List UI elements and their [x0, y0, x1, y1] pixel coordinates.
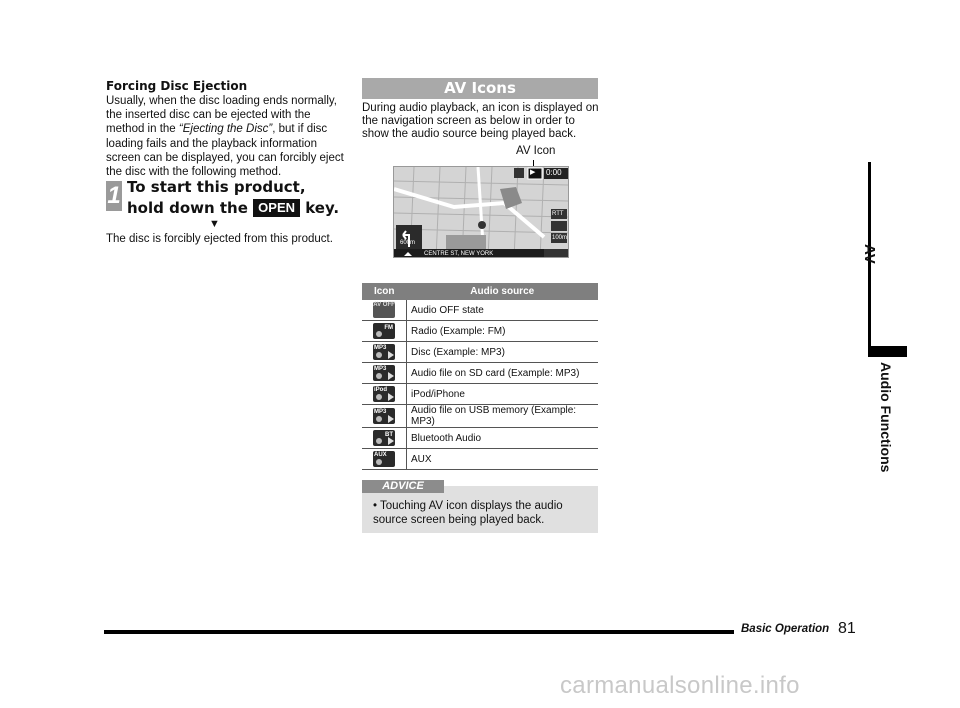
aux-icon [373, 451, 395, 467]
av-off-icon: AV OFF [373, 302, 395, 318]
table-row [362, 321, 598, 342]
audio-source: Audio OFF state [407, 300, 599, 321]
step-instruction-line2 [127, 199, 339, 217]
disc-badge: MP3 [374, 345, 387, 351]
table-row [362, 300, 598, 321]
disc-icon [373, 344, 395, 360]
step-number-badge: 1 [107, 182, 121, 209]
sd-badge: MP3 [374, 366, 387, 372]
map-turn-distance: 600m [400, 240, 416, 246]
aux-badge: AUX [374, 452, 387, 458]
map-graphic [394, 167, 569, 258]
section-title: Forcing Disc Ejection [106, 79, 248, 93]
footer-section-label: Basic Operation [741, 623, 830, 635]
map-street-name: CENTRE ST, NEW YORK [424, 251, 494, 257]
result-arrow-icon: ▼ [209, 218, 220, 230]
table-row [362, 384, 598, 405]
watermark: carmanualsonline.info [560, 672, 800, 699]
sd-card-icon [373, 365, 395, 381]
footer-rule [104, 630, 734, 634]
table-row [362, 449, 598, 470]
bluetooth-icon [373, 430, 395, 446]
radio-badge: FM [384, 325, 393, 331]
audio-source: Disc (Example: MP3) [407, 342, 599, 363]
audio-source: Bluetooth Audio [407, 428, 599, 449]
step-result: The disc is forcibly ejected from this product. [106, 233, 333, 245]
map-rtt-button: RTT [552, 211, 564, 217]
map-av-icon: ▶ [530, 169, 536, 176]
usb-badge: MP3 [374, 409, 387, 415]
table-header-icon: Icon [362, 283, 407, 300]
audio-source: AUX [407, 449, 599, 470]
audio-source: iPod/iPhone [407, 384, 599, 405]
map-clock: 0:00 [546, 168, 562, 177]
bt-badge: BT [385, 432, 393, 438]
table-header-row [362, 283, 598, 300]
step-text-pre: hold down the [127, 199, 248, 217]
body-text-pre: Usually, when the disc loading ends normally, the inserted disc can be ejected with the method in the [106, 95, 337, 136]
open-key-label: OPEN [253, 199, 300, 217]
audio-source: Radio (Example: FM) [407, 321, 599, 342]
side-tab-subsection: Audio Functions [878, 362, 894, 473]
section-body [106, 94, 346, 179]
page-number: 81 [838, 620, 856, 637]
navigation-screen-image [393, 166, 569, 258]
audio-source: Audio file on USB memory (Example: MP3) [407, 405, 599, 428]
body-text-post: , but if disc loading fails and the playback information screen can be displayed, you can forcibly eject the disc with the following method. [106, 123, 344, 179]
ipod-badge: iPod [374, 387, 387, 393]
table-row [362, 428, 598, 449]
step-instruction-line1: To start this product, [127, 178, 306, 196]
av-icons-header: AV Icons [362, 78, 598, 99]
table-row [362, 342, 598, 363]
av-icons-intro: During audio playback, an icon is displayed on the navigation screen as below in order to show the audio source being played back. [362, 102, 599, 141]
map-scale: 100m [552, 235, 568, 241]
radio-icon [373, 323, 395, 339]
side-tab-section: AV [861, 244, 878, 264]
ipod-icon [373, 386, 395, 402]
advice-label: ADVICE [362, 480, 444, 493]
av-icon-callout-label: AV Icon [516, 145, 556, 157]
advice-text: • Touching AV icon displays the audio source screen being played back. [373, 500, 563, 526]
body-reference: “Ejecting the Disc” [178, 123, 273, 136]
av-icons-table [362, 283, 598, 470]
step-text-post: key. [305, 199, 340, 217]
table-row [362, 405, 598, 428]
audio-source: Audio file on SD card (Example: MP3) [407, 363, 599, 384]
table-header-source: Audio source [407, 283, 599, 300]
table-row [362, 363, 598, 384]
side-tab-marker [868, 346, 907, 357]
usb-icon [373, 408, 395, 424]
